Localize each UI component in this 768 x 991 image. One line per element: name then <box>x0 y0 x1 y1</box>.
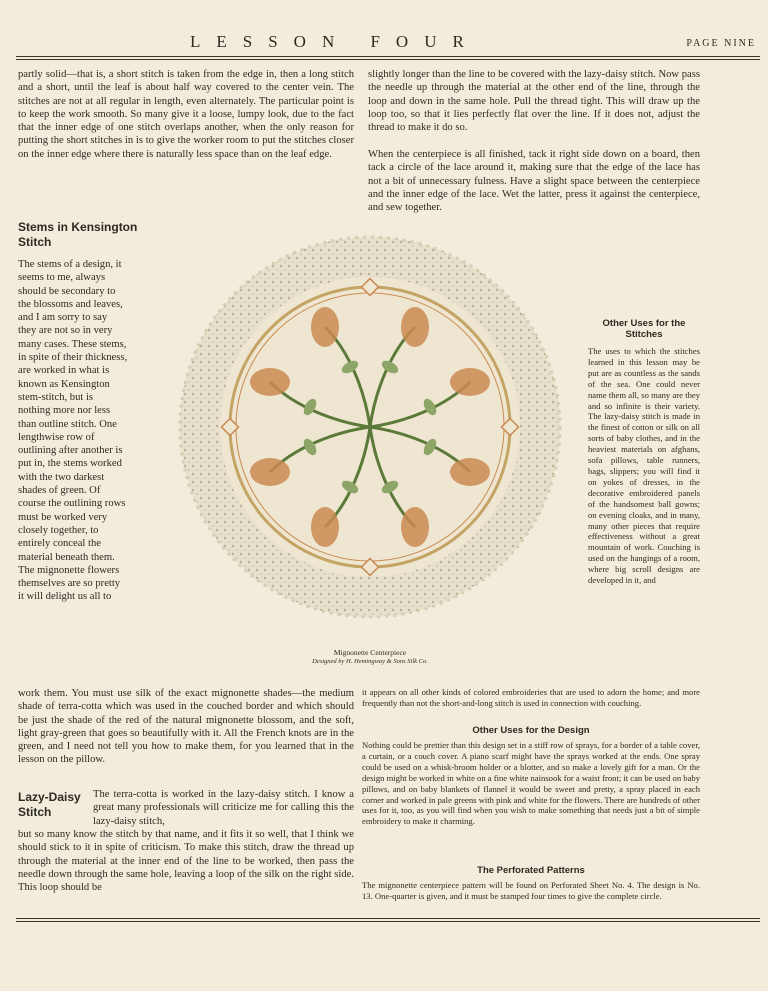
footer-rule <box>16 918 760 919</box>
left-paragraph-1: partly solid—that is, a short stitch is taken from the edge in, then a long stitch and a short, until the leaf is about half way covered to the center vein. The stitches are not at all regular in length, even alternately. The particular point is to keep the work smooth. So many give it a loose, lumpy look, due to the fact that the inner edge of one stitch overlaps another, when the only reason for putting the short stitches in is to give the worker room to put the stitches closer on the inner edge where there is naturally less space than on the leaf edge. <box>18 69 354 160</box>
mignonette-centerpiece-image <box>175 232 565 652</box>
heading-perforated-patterns: The Perforated Patterns <box>477 865 585 876</box>
left-paragraph-silk: work them. You must use silk of the exact mignonette shades—the medium shade of terra-cotta which was used in the couched border and which should be just the shade of the red of the natural mignonette blossom, and the soft, light gray-green that goes so beautifully with it. All the French knots are in the green, and I need not tell you how to make them, for you learned that in the lesson on the pillow. <box>18 688 354 766</box>
right-paragraph-stitches-cont: it appears on all other kinds of colored embroideries that are used to adorn the home; and more frequently than not the short-and-long stitch is used in connection with couching. <box>362 687 700 708</box>
heading-other-uses-stitches: Other Uses for the Stitches <box>602 318 686 340</box>
left-paragraph-lazy: but so many know the stitch by that name, and it fits it so well, that I think we should stick to it in spite of criticism. To make this stitch, draw the thread up through the material at the inner end of the line to be worked, then pass the needle down through the same hole, leaving a loop of the silk on the right side. This loop should be <box>18 829 354 894</box>
right-paragraph-design: Nothing could be prettier than this design set in a stiff row of sprays, for a border of a table cover, a curtain, or a couch cover. A piano scarf might have the sprays worked at the ends. One spray could be used on a whisk-broom holder or a blotter, and so make a lovely gift for a man. Or the design might be worked in white on a fine white nainsook for a waist front; it can be used on baby pillows, and on baby blankets of flannel it would be sweet and pretty, a spray placed in each corner and worked in pale greens with pink and white for the flowers. There are hundreds of other uses for it, too, as you will find when you wish to make something that needs just a bit of simple embroidery to make it charming. <box>362 740 700 827</box>
right-paragraph-1: slightly longer than the line to be covered with the lazy-daisy stitch. Now pass the needle up through the material at the other end of the line, through the loop and down in the same hole. Pull the thread tight. This will draw up the loop too, so that it lies perfectly flat over the line. If it does not, adjust the thread to make it do so. <box>368 69 700 134</box>
left-paragraph-lazy-intro: The terra-cotta is worked in the lazy-daisy stitch. I know a great many professionals will criticize me for calling this the lazy-daisy stitch, <box>93 789 354 827</box>
figure-caption: Mignonette Centerpiece <box>333 648 407 657</box>
figure-credit: Designed by H. Hemingway & Sons Silk Co. <box>312 658 428 665</box>
right-paragraph-perforated: The mignonette centerpiece pattern will be found on Perforated Sheet No. 4. The design is No. 13. One-quarter is given, and it must be stamped four times to give the complete circle. <box>362 880 700 901</box>
heading-lazy-daisy: Lazy-Daisy Stitch <box>18 790 81 819</box>
right-paragraph-2: When the centerpiece is all finished, tack it right side down on a board, then tack a circle of the lace around it, making sure that the edge of the lace has not a bit of unnecessary fulness. Have a slight space between the centerpiece and the inner edge of the lace. Wet the latter, press it against the centerpiece, and sew together. <box>368 149 700 214</box>
heading-other-uses-design: Other Uses for the Design <box>472 725 590 736</box>
page-number: PAGE NINE <box>686 38 756 49</box>
left-paragraph-stems: The stems of a design, it seems to me, always should be secondary to the blossoms and leaves, and I am sorry to say they are not so in very many cases. These stems, in spite of their thickness, are worked in what is known as Kensington stem-stitch, but is nothing more nor less than outline stitch. One lengthwise row of outlining after another is put in, the stems worked with the two darkest shades of green. Of course the outlining rows must be worked very closely together, to entirely conceal the material beneath them. The mignonette flowers themselves are so pretty it will delight us all to <box>18 259 128 603</box>
header-rule <box>16 56 760 57</box>
lesson-title: LESSON FOUR <box>190 32 480 51</box>
page-header <box>0 30 768 52</box>
header-rule-2 <box>16 59 760 60</box>
right-paragraph-stitches: The uses to which the stitches learned in this lesson may be put are as countless as the sands of the sea. One could never name them all, so many are they and so infinite is their variety. The lazy-daisy stitch is made in the finest of cotton or silk on all sorts of baby clothes, and in the heaviest materials on afghans, sofa pillows, table runners, bags, slippers; you will find it on yokes of dresses, in the decorative embroidered panels of the handsomest ball gowns; on evening cloaks, and in many, many other pieces that require effectiveness without a great mountain of work. Couching is used on the hangings of a room, where big scroll designs are developed in it, and <box>588 346 700 586</box>
heading-stems: Stems in Kensington Stitch <box>18 220 138 249</box>
footer-rule-2 <box>16 921 760 922</box>
